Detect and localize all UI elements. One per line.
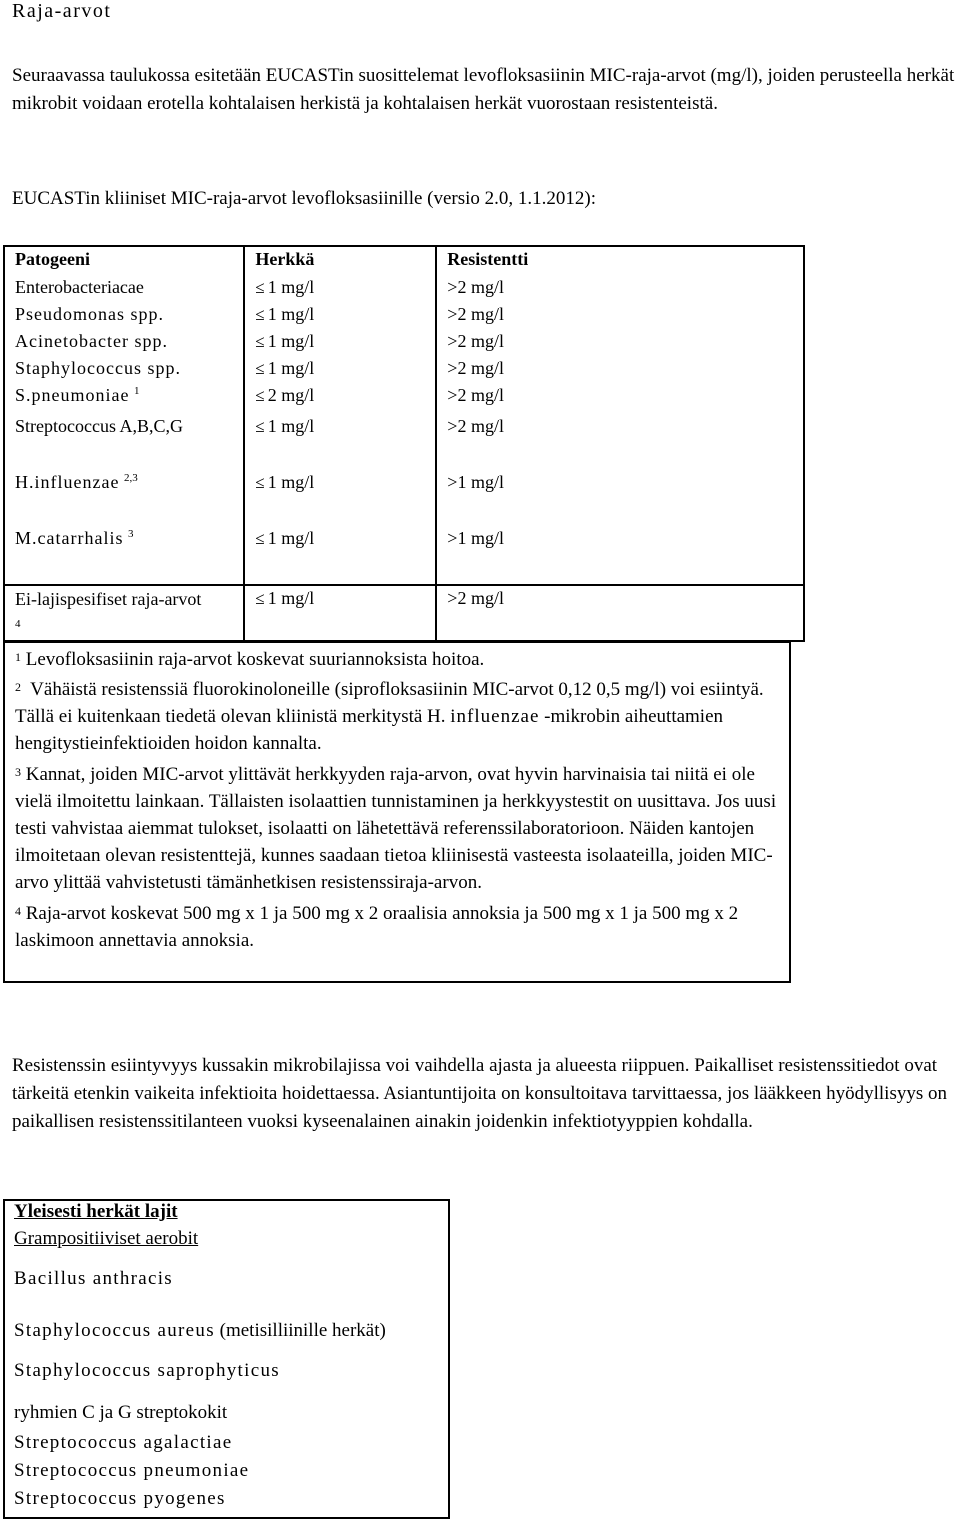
list-item: Streptococcus pneumoniae [14,1460,250,1481]
footnote-4: $^4$ Raja-arvot koskevat 500 mg x 1 ja 500 mg x 2 oraalisia annoksia ja 500 mg x 1 ja 500 mg x 2 laskimoon annettavia annoksia. [15,903,739,951]
footnotes-box [3,641,791,983]
pathogen-cell: Acinetobacter spp. [4,331,244,358]
header-susceptible: Herkkä [244,246,436,277]
header-pathogen: Patogeeni [4,246,244,277]
species-box [3,1199,450,1519]
resistant-cell: >2 mg/l [436,331,804,358]
list-item: ryhmien C ja G streptokokit [14,1402,228,1423]
table-row [4,528,804,585]
footnote-ref: 1 [133,385,140,397]
resistant-cell: >2 mg/l [436,416,804,472]
susceptible-cell: ≤ 1 mg/l [244,277,436,304]
resistant-cell: >1 mg/l [436,528,804,585]
table-row [4,385,804,416]
list-item: Staphylococcus aureus (metisilliinille herkät) [14,1320,386,1341]
table-row [4,277,804,304]
table-row [4,416,804,472]
pathogen-cell: Enterobacteriacae [4,277,244,304]
section-heading: Raja-arvot [12,0,112,22]
footnote-ref: 4 [15,618,21,630]
mic-table [3,245,805,642]
susceptible-cell: ≤ 1 mg/l [244,472,436,528]
footnote-3: $^3$ Kannat, joiden MIC-arvot ylittävät herkkyyden raja-arvon, ovat hyvin harvinaisia tai niitä ei ole vielä ilmoitettu lainkaan. Tällaisten isolaattien tunnistaminen ja herkkyystestit on uusittava. Jos uusi testi vahvistaa aiemmat tulokset, isolaatti on lähetettävä referenssilaboratorioon. Näiden kantojen ilmoitetaan olevan resistenttejä, kunnes saadaan tietoa kliinisestä vasteesta isolaateilla, joiden MIC-arvo ylittää vahvistetusti tämänhetkisen resistenssiraja-arvon. [15,764,777,893]
pathogen-cell: S.pneumoniae $^1$ [4,385,244,416]
susceptible-cell: ≤ 1 mg/l [244,585,436,641]
footnote-1: $^1$ Levofloksasiinin raja-arvot koskevat suuriannoksista hoitoa. [15,649,485,670]
header-resistant: Resistentti [436,246,804,277]
footnote-ref: 2,3 [123,472,138,484]
list-item: Streptococcus agalactiae [14,1432,233,1453]
resistance-paragraph: Resistenssin esiintyvyys kussakin mikrobilajissa voi vaihdella ajasta ja alueesta riippuen. Paikalliset resistenssitiedot ovat tärkeitä etenkin vaikeita infektioita hoidettaessa. Asiantuntijoita on konsultoitava tarvittaessa, jos lääkkeen hyödyllisyys on paikallisen resistenssitilanteen vuoksi kyseenalainen ainakin joidenkin infektiotyyppien kohdalla. [12,1055,947,1132]
table-row [4,585,804,641]
pathogen-cell: H.influenzae $^{2,3}$ [4,472,244,528]
pathogen-cell: Staphylococcus spp. [4,358,244,385]
susceptible-cell: ≤ 1 mg/l [244,528,436,585]
table-row [4,331,804,358]
species-box-title: Yleisesti herkät lajit [14,1201,178,1222]
footnote-ref: 3 [127,528,134,540]
resistant-cell: >2 mg/l [436,304,804,331]
pathogen-cell: M.catarrhalis $^3$ [4,528,244,585]
susceptible-cell: ≤ 2 mg/l [244,385,436,416]
list-item: Staphylococcus saprophyticus [14,1360,280,1381]
susceptible-cell: ≤ 1 mg/l [244,331,436,358]
list-item: Streptococcus pyogenes [14,1488,226,1509]
pathogen-cell: Pseudomonas spp. [4,304,244,331]
susceptible-cell: ≤ 1 mg/l [244,358,436,385]
pathogen-cell: Ei-lajispesifiset raja-arvot 4 [4,585,244,641]
pathogen-cell: Streptococcus A,B,C,G [4,416,244,472]
table-row [4,472,804,528]
intro-paragraph: Seuraavassa taulukossa esitetään EUCASTin suosittelemat levofloksasiinin MIC-raja-arvot (mg/l), joiden perusteella herkät mikrobit voidaan erotella kohtalaisen herkistä ja kohtalaisen herkät vuorostaan resistenteistä. [12,65,955,114]
resistant-cell: >1 mg/l [436,472,804,528]
list-item: Bacillus anthracis [14,1268,173,1289]
susceptible-cell: ≤ 1 mg/l [244,416,436,472]
resistant-cell: >2 mg/l [436,358,804,385]
species-box-subtitle: Grampositiiviset aerobit [14,1228,199,1249]
table-row [4,358,804,385]
resistant-cell: >2 mg/l [436,277,804,304]
eucast-caption: EUCASTin kliiniset MIC-raja-arvot levofloksasiinille (versio 2.0, 1.1.2012): [12,188,597,209]
resistant-cell: >2 mg/l [436,585,804,641]
table-header-row [4,246,804,277]
table-row [4,304,804,331]
resistant-cell: >2 mg/l [436,385,804,416]
susceptible-cell: ≤ 1 mg/l [244,304,436,331]
footnote-2: $^2$ Vähäistä resistenssiä fluorokinoloneille (siprofloksasiinin MIC-arvot 0,12 0,5 mg/l) voi esiintyä. Tällä ei kuitenkaan tiedetä olevan kliinistä merkitystä H. influenzae -mikrobin aiheuttamien hengitystieinfektioiden hoidon kannalta. [15,679,764,754]
